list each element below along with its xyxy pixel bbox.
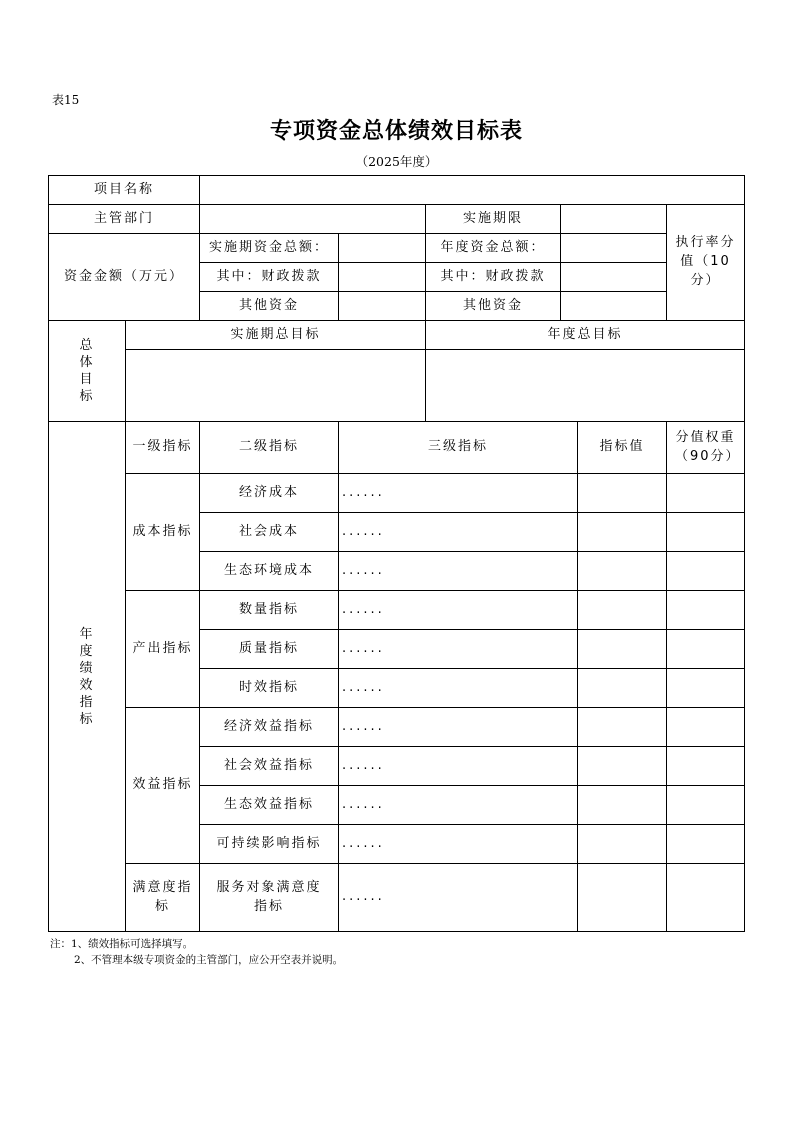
level3-cell[interactable]: ......: [339, 630, 578, 669]
level3-cell[interactable]: ......: [339, 825, 578, 864]
department-label: 主管部门: [49, 205, 200, 234]
indicator-value-cell[interactable]: [578, 825, 667, 864]
weight-cell[interactable]: [667, 864, 745, 932]
col-header-weight: 分值权重（90分）: [667, 422, 745, 474]
weight-cell[interactable]: [667, 786, 745, 825]
level3-cell[interactable]: ......: [339, 474, 578, 513]
annual-fiscal-label: 其中：财政拨款: [426, 263, 561, 292]
project-name-value[interactable]: [200, 176, 745, 205]
col-header-level1: 一级指标: [126, 422, 200, 474]
weight-cell[interactable]: [667, 552, 745, 591]
level3-cell[interactable]: ......: [339, 786, 578, 825]
level3-cell[interactable]: ......: [339, 708, 578, 747]
impl-goal-value[interactable]: [126, 350, 426, 422]
overall-goal-label: 总体目标: [49, 321, 126, 422]
indicator-value-cell[interactable]: [578, 669, 667, 708]
level3-cell[interactable]: ......: [339, 864, 578, 932]
group-satisfaction-indicators: 满意度指标: [126, 864, 200, 932]
annual-total-label: 年度资金总额：: [426, 234, 561, 263]
weight-cell[interactable]: [667, 669, 745, 708]
level3-cell[interactable]: ......: [339, 513, 578, 552]
group-cost-indicators: 成本指标: [126, 474, 200, 591]
exec-rate-label: 执行率分值（10分）: [667, 205, 745, 321]
impl-fiscal-value[interactable]: [339, 263, 426, 292]
indicator-service-satisfaction: 服务对象满意度指标: [200, 864, 339, 932]
indicator-value-cell[interactable]: [578, 591, 667, 630]
group-output-indicators: 产出指标: [126, 591, 200, 708]
weight-cell[interactable]: [667, 513, 745, 552]
indicator-social-benefit: 社会效益指标: [200, 747, 339, 786]
annual-indicator-label: 年度绩效指标: [49, 422, 126, 932]
department-value[interactable]: [200, 205, 426, 234]
indicator-value-cell[interactable]: [578, 630, 667, 669]
impl-total-value[interactable]: [339, 234, 426, 263]
annual-other-value[interactable]: [561, 292, 667, 321]
indicator-social-cost: 社会成本: [200, 513, 339, 552]
weight-cell[interactable]: [667, 708, 745, 747]
page-title: 专项资金总体绩效目标表: [269, 119, 523, 144]
indicator-value-cell[interactable]: [578, 474, 667, 513]
indicator-timeliness: 时效指标: [200, 669, 339, 708]
impl-goal-label: 实施期总目标: [126, 321, 426, 350]
indicator-value-cell[interactable]: [578, 552, 667, 591]
year-subtitle: （2025年度）: [355, 154, 438, 169]
indicator-value-cell[interactable]: [578, 786, 667, 825]
indicator-sustainability: 可持续影响指标: [200, 825, 339, 864]
indicator-value-cell[interactable]: [578, 747, 667, 786]
level3-cell[interactable]: ......: [339, 669, 578, 708]
impl-other-value[interactable]: [339, 292, 426, 321]
footnotes: [50, 936, 343, 968]
impl-other-label: 其他资金: [200, 292, 339, 321]
level3-cell[interactable]: ......: [339, 591, 578, 630]
annual-total-value[interactable]: [561, 234, 667, 263]
weight-cell[interactable]: [667, 747, 745, 786]
annual-goal-value[interactable]: [426, 350, 745, 422]
col-header-level3: 三级指标: [339, 422, 578, 474]
annual-fiscal-value[interactable]: [561, 263, 667, 292]
level3-cell[interactable]: ......: [339, 552, 578, 591]
indicator-value-cell[interactable]: [578, 513, 667, 552]
weight-cell[interactable]: [667, 630, 745, 669]
period-value[interactable]: [561, 205, 667, 234]
impl-fiscal-label: 其中：财政拨款: [200, 263, 339, 292]
performance-goal-table: [48, 175, 745, 932]
indicator-quantity: 数量指标: [200, 591, 339, 630]
footnote-1: 注：1、绩效指标可选择填写。: [50, 938, 194, 950]
indicator-quality: 质量指标: [200, 630, 339, 669]
group-benefit-indicators: 效益指标: [126, 708, 200, 864]
level3-cell[interactable]: ......: [339, 747, 578, 786]
indicator-economic-cost: 经济成本: [200, 474, 339, 513]
indicator-value-cell[interactable]: [578, 708, 667, 747]
weight-cell[interactable]: [667, 591, 745, 630]
annual-goal-label: 年度总目标: [426, 321, 745, 350]
impl-total-label: 实施期资金总额：: [200, 234, 339, 263]
indicator-economic-benefit: 经济效益指标: [200, 708, 339, 747]
indicator-value-cell[interactable]: [578, 864, 667, 932]
period-label: 实施期限: [426, 205, 561, 234]
table-number-label: 表15: [52, 93, 80, 107]
annual-other-label: 其他资金: [426, 292, 561, 321]
col-header-level2: 二级指标: [200, 422, 339, 474]
funding-label: 资金金额（万元）: [49, 234, 200, 321]
project-name-label: 项目名称: [49, 176, 200, 205]
footnote-2: 2、不管理本级专项资金的主管部门，应公开空表并说明。: [74, 954, 344, 966]
weight-cell[interactable]: [667, 825, 745, 864]
weight-cell[interactable]: [667, 474, 745, 513]
indicator-eco-env-cost: 生态环境成本: [200, 552, 339, 591]
col-header-value: 指标值: [578, 422, 667, 474]
indicator-eco-benefit: 生态效益指标: [200, 786, 339, 825]
